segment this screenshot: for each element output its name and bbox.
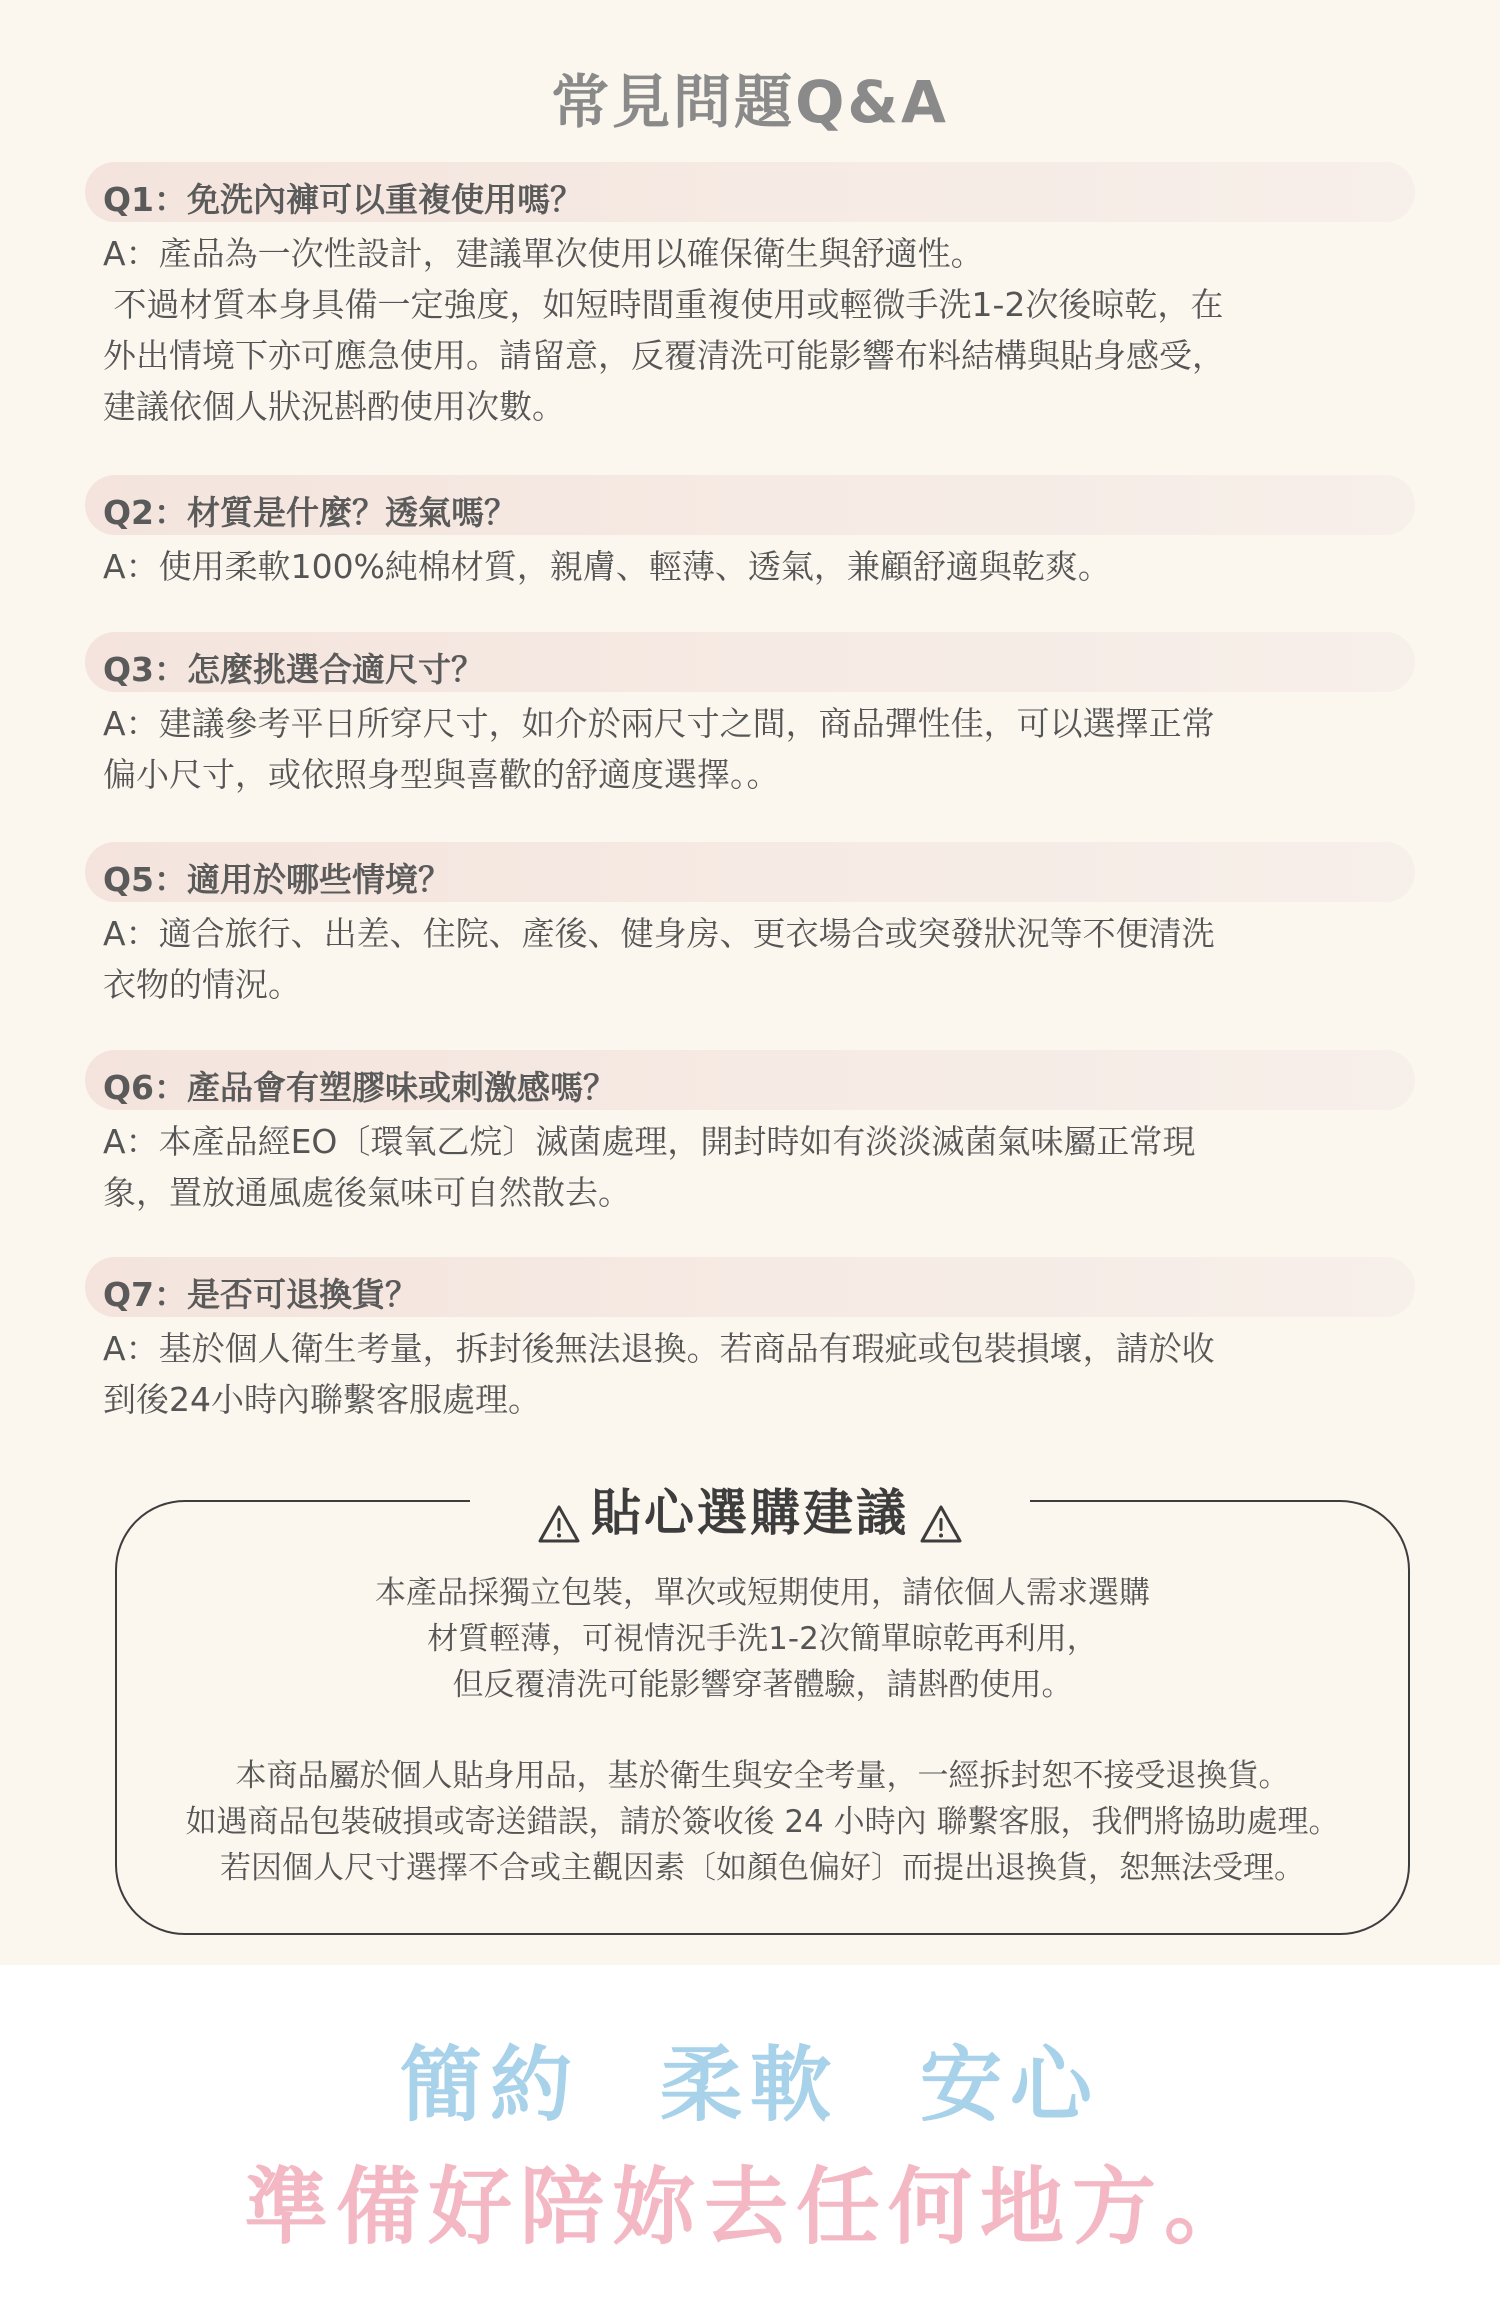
warning-triangle-icon [537,1504,581,1548]
answer-line: 外出情境下亦可應急使用。請留意，反覆清洗可能影響布料結構與貼身感受， [103,336,1225,375]
tips-body [115,1570,1410,1891]
question-bar [85,475,1415,535]
faq-item-q6 [85,1050,1415,1218]
answer-line: A：建議參考平日所穿尺寸，如介於兩尺寸之間，商品彈性佳，可以選擇正常 [103,704,1215,743]
warning-triangle-icon [919,1504,963,1548]
answer-line: 象，置放通風處後氣味可自然散去。 [103,1173,631,1212]
tips-line: 如遇商品包裝破損或寄送錯誤，請於簽收後 24 小時內 聯繫客服，我們將協助處理。 [185,1804,1340,1840]
tips-header [470,1478,1030,1548]
answer-line: 到後24小時內聯繫客服處理。 [103,1380,541,1419]
answer-line: 衣物的情況。 [103,965,301,1004]
slogan-tagline: 準備好陪妳去任何地方。 [243,2158,1256,2256]
tips-line: 本產品採獨立包裝，單次或短期使用，請依個人需求選購 [375,1575,1150,1611]
question-text: Q7：是否可退換貨？ [103,1275,419,1314]
question-text: Q1：免洗內褲可以重複使用嗎？ [103,180,584,219]
question-text: Q2：材質是什麼？透氣嗎？ [103,493,518,532]
answer-line: A：基於個人衛生考量，拆封後無法退換。若商品有瑕疵或包裝損壞，請於收 [103,1329,1215,1368]
answer-text [103,1116,1413,1218]
answer-line: 偏小尺寸，或依照身型與喜歡的舒適度選擇。。 [103,755,780,794]
page-title: 常見問題Q&A [551,68,949,136]
question-text: Q6：產品會有塑膠味或刺激感嗎？ [103,1068,617,1107]
question-bar [85,842,1415,902]
answer-text [103,908,1413,1010]
question-text: Q5：適用於哪些情境？ [103,860,452,899]
faq-item-q3 [85,632,1415,800]
question-text: Q3：怎麼挑選合適尺寸？ [103,650,485,689]
question-bar [85,1050,1415,1110]
slogan-word: 柔軟 [659,2038,840,2133]
tips-line: 本商品屬於個人貼身用品，基於衛生與安全考量，一經拆封恕不接受退換貨。 [235,1758,1290,1794]
answer-line: A：本產品經EO〔環氧乙烷〕滅菌處理，開封時如有淡淡滅菌氣味屬正常現 [103,1122,1196,1161]
slogan-word: 安心 [920,2038,1101,2133]
slogan-keywords [0,2020,1500,2137]
tips-title: 貼心選購建議 [591,1484,909,1542]
faq-item-q1 [85,162,1415,432]
answer-line: A：適合旅行、出差、住院、產後、健身房、更衣場合或突發狀況等不便清洗 [103,914,1215,953]
answer-text [103,1323,1413,1425]
faq-item-q2 [85,475,1415,592]
answer-line: 建議依個人狀況斟酌使用次數。 [103,387,565,426]
answer-line: A：使用柔軟100%純棉材質，親膚、輕薄、透氣，兼顧舒適與乾爽。 [103,547,1111,586]
question-bar [85,632,1415,692]
tips-line: 但反覆清洗可能影響穿著體驗，請斟酌使用。 [452,1667,1073,1703]
question-bar [85,162,1415,222]
slogan-word: 簡約 [399,2038,580,2133]
tips-line: 若因個人尺寸選擇不合或主觀因素〔如顏色偏好〕而提出退換貨，恕無法受理。 [220,1850,1305,1886]
faq-item-q7 [85,1257,1415,1425]
answer-text [103,541,1413,592]
question-bar [85,1257,1415,1317]
answer-line: A：產品為一次性設計，建議單次使用以確保衛生與舒適性。 [103,234,984,273]
answer-text [103,228,1413,432]
answer-text [103,698,1413,800]
faq-item-q5 [85,842,1415,1010]
answer-line: 不過材質本身具備一定強度，如短時間重複使用或輕微手洗1-2次後晾乾，在 [103,285,1224,324]
tips-line: 材質輕薄，可視情況手洗1-2次簡單晾乾再利用， [427,1621,1098,1657]
